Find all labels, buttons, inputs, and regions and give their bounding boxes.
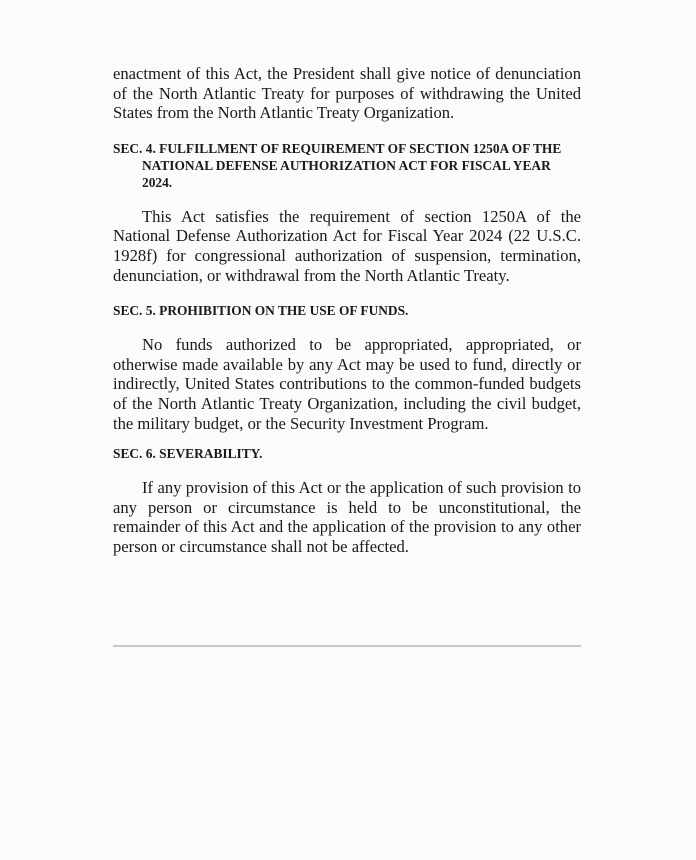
section-6-body: If any provision of this Act or the application of such provision to any person or circumstance is held to be unconstitutional, the remainder of this Act and the application of the provision to any other person or circumstance shall not be affected. bbox=[113, 478, 581, 556]
continuation-paragraph: enactment of this Act, the President shall give notice of denunciation of the North Atlantic Treaty for purposes of withdrawing the United States from the North Atlantic Treaty Organization. bbox=[113, 64, 581, 123]
section-5-body: No funds authorized to be appropriated, appropriated, or otherwise made available by any Act may be used to fund, directly or indirectly, United States contributions to the common-funded budgets of the North Atlantic Treaty Organization, including the civil budget, the military budget, or the Security Investment Program. bbox=[113, 335, 581, 433]
section-4-heading: SEC. 4. FULFILLMENT OF REQUIREMENT OF SECTION 1250A OF THE NATIONAL DEFENSE AUTHORIZATION ACT FOR FISCAL YEAR 2024. bbox=[113, 140, 562, 190]
document-page bbox=[113, 64, 581, 557]
section-6-heading: SEC. 6. SEVERABILITY. bbox=[113, 446, 263, 462]
page-divider bbox=[113, 645, 581, 647]
section-5-heading: SEC. 5. PROHIBITION ON THE USE OF FUNDS. bbox=[113, 303, 409, 319]
section-4-body: This Act satisfies the requirement of section 1250A of the National Defense Authorization Act for Fiscal Year 2024 (22 U.S.C. 1928f) for congressional authorization of suspension, termination, denunciation, or withdrawal from the North Atlantic Treaty. bbox=[113, 206, 581, 285]
